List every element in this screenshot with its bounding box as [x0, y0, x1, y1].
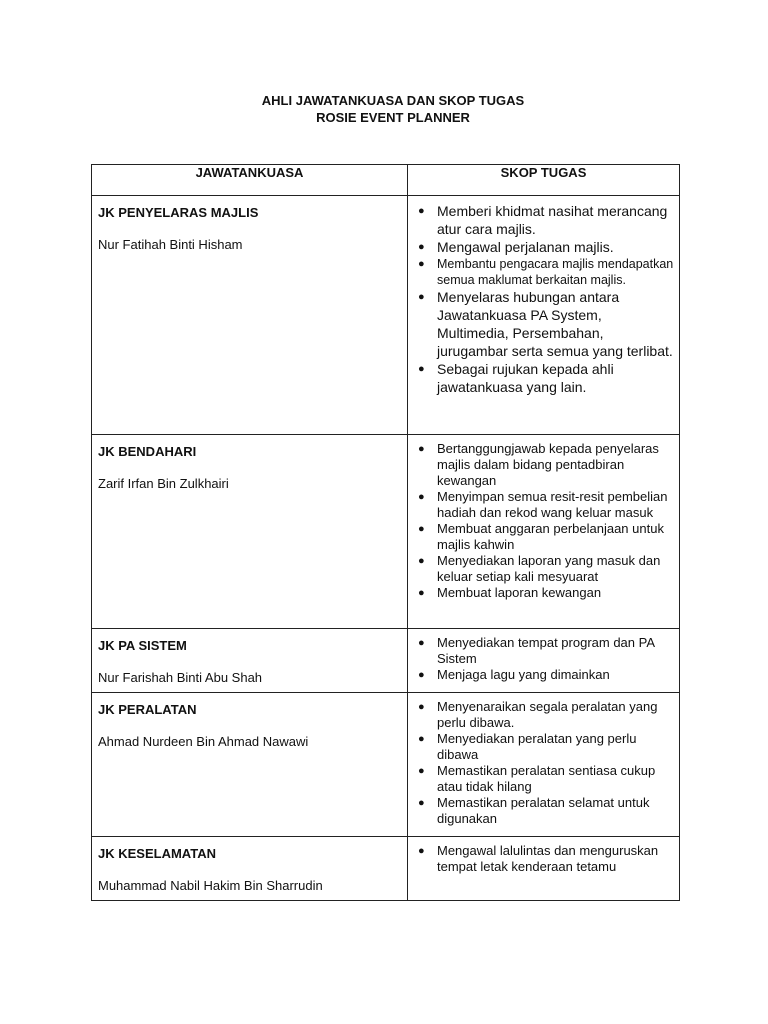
table-row [92, 693, 680, 837]
duty-text: Membuat anggaran perbelanjaan untuk majlis kahwin [437, 521, 664, 552]
table-row [92, 837, 680, 901]
committee-table [91, 164, 680, 901]
list-item [414, 489, 675, 521]
committee-role: JK KESELAMATAN [98, 846, 216, 861]
list-item [414, 202, 675, 238]
committee-member: Muhammad Nabil Hakim Bin Sharrudin [98, 878, 323, 893]
bullet-icon: ● [418, 555, 425, 567]
committee-cell [92, 196, 408, 435]
committee-member: Nur Fatihah Binti Hisham [98, 237, 243, 252]
bullet-icon: ● [418, 845, 425, 857]
committee-cell [92, 629, 408, 693]
list-item [414, 360, 675, 396]
bullet-icon: ● [418, 669, 425, 681]
header-skop-tugas: SKOP TUGAS [408, 165, 680, 196]
committee-role: JK PERALATAN [98, 702, 197, 717]
list-item [414, 667, 675, 683]
committee-member: Ahmad Nurdeen Bin Ahmad Nawawi [98, 734, 309, 749]
duties-cell [408, 196, 680, 435]
list-item [414, 238, 675, 256]
bullet-icon: ● [418, 701, 425, 713]
list-item [414, 585, 675, 601]
bullet-icon: ● [418, 765, 425, 777]
bullet-icon: ● [418, 241, 425, 253]
bullet-icon: ● [418, 797, 425, 809]
committee-cell [92, 435, 408, 629]
table-row [92, 196, 680, 435]
duties-list [408, 629, 679, 687]
list-item [414, 731, 675, 763]
bullet-icon: ● [418, 291, 425, 303]
list-item [414, 699, 675, 731]
bullet-icon: ● [418, 363, 425, 375]
duties-list [408, 693, 679, 831]
duty-text: Mengawal lalulintas dan menguruskan tempat letak kenderaan tetamu [437, 843, 659, 874]
list-item [414, 843, 675, 875]
duty-text: Membuat laporan kewangan [437, 585, 602, 600]
duty-text: Menyimpan semua resit-resit pembelian hadiah dan rekod wang keluar masuk [437, 489, 668, 520]
list-item [414, 795, 675, 827]
duty-text: Memastikan peralatan sentiasa cukup atau tidak hilang [437, 763, 656, 794]
duty-text: Membantu pengacara majlis mendapatkan semua maklumat berkaitan majlis. [437, 257, 674, 287]
list-item [414, 256, 675, 288]
bullet-icon: ● [418, 491, 425, 503]
committee-role: JK PENYELARAS MAJLIS [98, 205, 259, 220]
committee-member: Nur Farishah Binti Abu Shah [98, 670, 263, 685]
list-item [414, 553, 675, 585]
duty-text: Menyenaraikan segala peralatan yang perlu dibawa. [437, 699, 658, 730]
duties-cell [408, 629, 680, 693]
duties-cell [408, 435, 680, 629]
duty-text: Memastikan peralatan selamat untuk digunakan [437, 795, 650, 826]
bullet-icon: ● [418, 637, 425, 649]
list-item [414, 521, 675, 553]
list-item [414, 763, 675, 795]
duty-text: Menyediakan tempat program dan PA Sistem [437, 635, 655, 666]
title-line-2: ROSIE EVENT PLANNER [316, 110, 470, 125]
duty-text: Memberi khidmat nasihat merancang atur cara majlis. [437, 203, 668, 237]
duties-cell [408, 837, 680, 901]
table-row [92, 435, 680, 629]
committee-member: Zarif Irfan Bin Zulkhairi [98, 476, 229, 491]
bullet-icon: ● [418, 523, 425, 535]
table-header-row [92, 165, 680, 196]
duty-text: Menyelaras hubungan antara Jawatankuasa PA System, Multimedia, Persembahan, jurugambar serta semua yang terlibat. [437, 289, 673, 359]
duties-list [408, 435, 679, 605]
header-jawatankuasa: JAWATANKUASA [92, 165, 408, 196]
committee-role: JK BENDAHARI [98, 444, 197, 459]
duty-text: Bertanggungjawab kepada penyelaras majlis dalam bidang pentadbiran kewangan [437, 441, 659, 488]
committee-cell [92, 837, 408, 901]
duties-list [408, 837, 679, 879]
duty-text: Mengawal perjalanan majlis. [437, 239, 614, 255]
bullet-icon: ● [418, 587, 425, 599]
committee-cell [92, 693, 408, 837]
duty-text: Menyediakan peralatan yang perlu dibawa [437, 731, 637, 762]
duties-list [408, 196, 679, 400]
bullet-icon: ● [418, 258, 425, 270]
duties-cell [408, 693, 680, 837]
bullet-icon: ● [418, 443, 425, 455]
committee-role: JK PA SISTEM [98, 638, 187, 653]
list-item [414, 288, 675, 360]
duty-text: Menjaga lagu yang dimainkan [437, 667, 610, 682]
document-title [0, 92, 768, 126]
list-item [414, 635, 675, 667]
table-row [92, 629, 680, 693]
list-item [414, 441, 675, 489]
title-line-1: AHLI JAWATANKUASA DAN SKOP TUGAS [261, 93, 525, 108]
bullet-icon: ● [418, 733, 425, 745]
bullet-icon: ● [418, 205, 425, 217]
duty-text: Sebagai rujukan kepada ahli jawatankuasa yang lain. [437, 361, 614, 395]
duty-text: Menyediakan laporan yang masuk dan keluar setiap kali mesyuarat [437, 553, 661, 584]
